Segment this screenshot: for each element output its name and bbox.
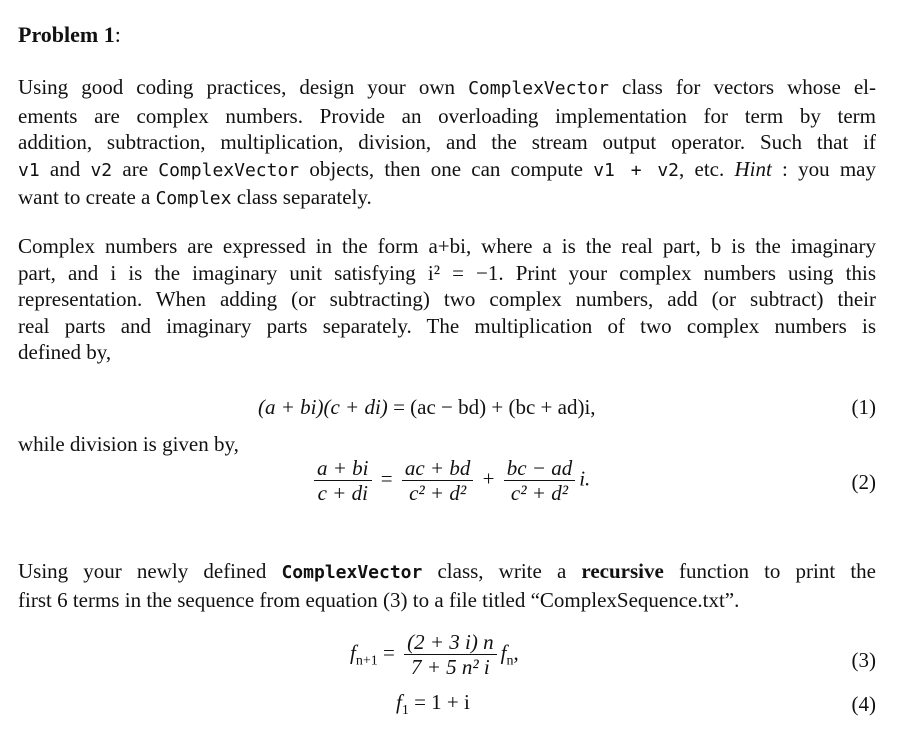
eq2-tail: i. — [579, 466, 591, 491]
para1-line5: want to create a Complex class separately. — [18, 185, 372, 209]
equation-4-number: (4) — [851, 692, 876, 716]
para1-line4: v1 and v2 are ComplexVector objects, then one can compute v1 + v2, etc. Hint : you may — [18, 156, 876, 181]
problem-label: Problem 1 — [18, 22, 115, 47]
eq3-rhs-sub: n — [506, 653, 514, 669]
eq3-rhs: f — [500, 640, 507, 665]
equation-3: $f_{n+1}$ = $\frac{(2 + 3 i) n}{\text{7 + 5 n² i}}$ $f_n$, — [350, 630, 519, 679]
eq4-rhs: = 1 + i — [414, 690, 470, 714]
problem-heading — [18, 22, 121, 48]
eq2-plus: + — [482, 466, 495, 491]
eq3-lhs: f — [350, 640, 356, 665]
eq1-rhs: = (ac − bd) + (bc + ad)i, — [393, 395, 596, 419]
para1-line2: ements are complex numbers. Provide an overloading implementation for term by term — [18, 103, 876, 128]
eq1-lhs: (a + bi)(c + di) — [258, 395, 388, 419]
para2-line4: real parts and imaginary parts separately. The multiplication of two complex numbers is — [18, 313, 876, 338]
eq3-fraction: $\frac{(2 + 3 i) n}{\text{7 + 5 n² i}}$ — [404, 630, 497, 679]
para2-line2: part, and i is the imaginary unit satisfying i² = −1. Print your complex numbers using this — [18, 260, 876, 285]
para2-line1: Complex numbers are expressed in the form a+bi, where a is the real part, b is the imaginary — [18, 234, 876, 258]
para3-line2: first 6 terms in the sequence from equation (3) to a file titled “ComplexSequence.txt”. — [18, 587, 740, 612]
equation-1-number: (1) — [851, 395, 876, 419]
eq2-lhs-fraction: $\frac{a + bi}{c + di}$ — [314, 456, 372, 505]
para1-line1: Using good coding practices, design your own ComplexVector class for vectors whose el- — [18, 75, 876, 99]
equation-2-number: (2) — [851, 470, 876, 494]
para1-line3: addition, subtraction, multiplication, division, and the stream output operator. Such that if — [18, 130, 876, 154]
equation-4 — [396, 690, 470, 719]
eq4-lhs: f — [396, 690, 402, 714]
eq3-equals: = — [383, 640, 395, 665]
paragraph-complex-definition — [18, 233, 876, 366]
para2-line3: representation. When adding (or subtracting) two complex numbers, add (or subtract) their — [18, 287, 876, 311]
equation-2 — [310, 456, 590, 505]
eq3-lhs-sub: n+1 — [355, 653, 378, 669]
paragraph-task-description — [18, 74, 876, 213]
para3-line1: Using your newly defined ComplexVector class, write a recursive function to print the — [18, 559, 876, 583]
equation-3-number: (3) — [851, 648, 876, 672]
paragraph-recursive-task — [18, 558, 876, 613]
problem-colon: : — [114, 22, 121, 47]
equation-1 — [258, 395, 596, 420]
while-text: while division is given by, — [18, 432, 239, 456]
eq2-term1-fraction: $\frac{ac + bd}{\text{c² + d²}}$ — [402, 456, 474, 505]
eq2-equals: = — [380, 466, 393, 491]
eq2-term2-fraction: $\frac{bc - ad}{\text{c² + d²}}$ — [504, 456, 576, 505]
eq4-lhs-sub: 1 — [401, 703, 409, 719]
para2-line5: defined by, — [18, 340, 112, 364]
